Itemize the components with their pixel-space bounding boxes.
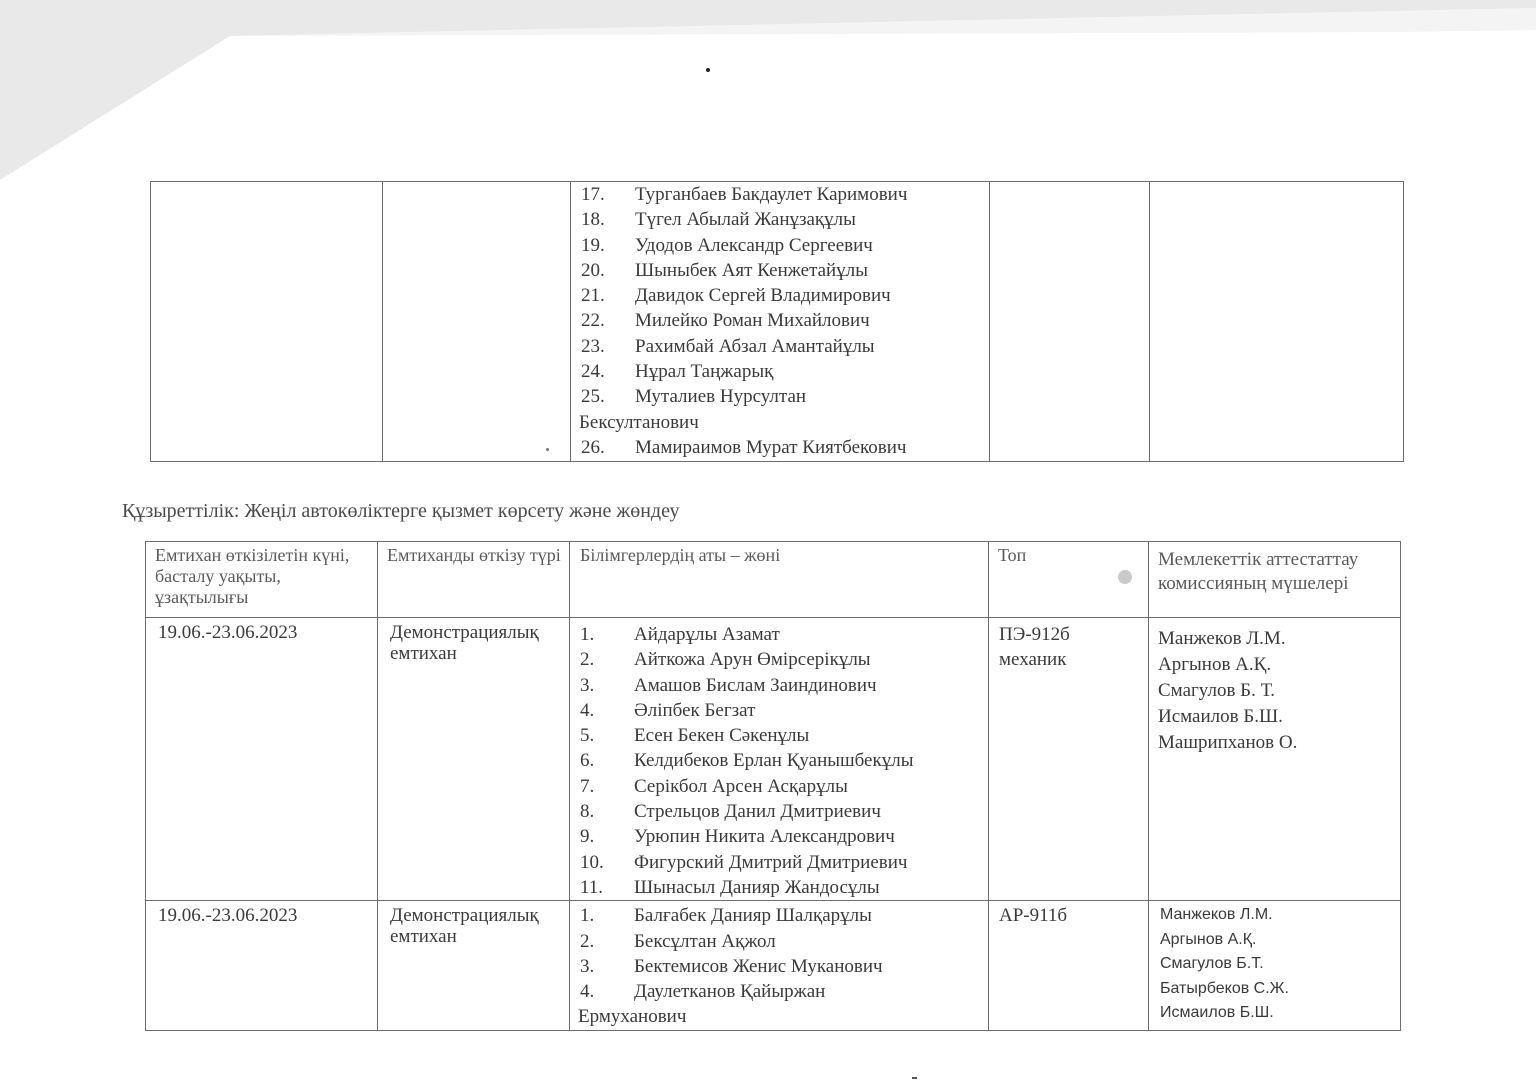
student-item — [571, 258, 989, 283]
student-name: Шыныбек Аят Кенжетайұлы — [635, 259, 868, 281]
date-cell: 19.06.-23.06.2023 — [146, 618, 378, 901]
student-name: Бектемисов Женис Муканович — [634, 955, 883, 977]
student-name: Нұрал Таңжарық — [635, 361, 774, 383]
table-row — [146, 901, 1401, 1030]
members-cell — [1149, 618, 1401, 901]
header-students: Білімгерлердің аты – жөні — [570, 542, 989, 618]
student-number: 18. — [581, 209, 605, 231]
student-item — [570, 774, 988, 799]
header-group: Топ — [989, 542, 1149, 618]
students-cell — [571, 182, 990, 462]
student-item — [570, 929, 988, 954]
student-item — [570, 748, 988, 773]
student-item — [571, 435, 989, 460]
student-item — [571, 233, 989, 258]
student-name: Шынасыл Данияр Жандосұлы — [634, 876, 880, 898]
student-item — [570, 875, 988, 900]
commission-member: Исмаилов Б.Ш. — [1160, 1004, 1274, 1022]
exam-type-cell: Демонстрациялық емтихан — [378, 901, 570, 1030]
student-item — [570, 954, 988, 979]
student-name: Серікбол Арсен Асқарұлы — [634, 775, 848, 797]
students-cell — [570, 618, 989, 901]
student-number: 19. — [581, 234, 605, 256]
student-number: 1. — [580, 905, 595, 927]
page-mark — [706, 68, 710, 72]
commission-member: Машрипханов О. — [1158, 732, 1298, 753]
student-number: 20. — [581, 259, 605, 281]
student-item — [570, 647, 988, 672]
student-name: Стрельцов Данил Дмитриевич — [634, 801, 881, 823]
student-name: Удодов Александр Сергеевич — [635, 234, 873, 256]
student-name: Есен Бекен Сәкенұлы — [634, 725, 810, 747]
student-name: Даулетканов Қайыржан — [634, 981, 826, 1003]
student-number: 10. — [580, 851, 604, 873]
student-number: 6. — [580, 750, 595, 772]
exam-schedule-table — [145, 541, 1401, 1031]
student-number: 2. — [580, 930, 595, 952]
student-number: 11. — [580, 876, 604, 898]
student-item — [570, 850, 988, 875]
student-number: 21. — [581, 285, 605, 307]
student-name: Муталиев Нурсултан — [635, 386, 807, 408]
student-item — [571, 207, 989, 232]
student-name: Келдибеков Ерлан Қуанышбекұлы — [634, 750, 914, 772]
student-item — [571, 283, 989, 308]
student-name: Турганбаев Бакдаулет Каримович — [635, 184, 908, 205]
date-cell: 19.06.-23.06.2023 — [146, 901, 378, 1030]
commission-member: Аргынов А.Қ. — [1158, 654, 1272, 675]
student-number: 3. — [580, 955, 595, 977]
student-number: 8. — [580, 801, 595, 823]
table-row — [146, 618, 1401, 901]
student-name: Бексұлтан Ақжол — [634, 930, 776, 952]
commission-member: Исмаилов Б.Ш. — [1158, 706, 1283, 727]
student-name: Әліпбек Бегзат — [634, 699, 756, 721]
student-item — [570, 824, 988, 849]
student-number: 1. — [580, 624, 595, 645]
student-list — [570, 901, 988, 1029]
commission-member: Смагулов Б. Т. — [1158, 680, 1276, 701]
student-item — [570, 622, 988, 647]
student-number: 23. — [581, 335, 605, 357]
student-number: 7. — [580, 775, 595, 797]
student-number: 4. — [580, 981, 595, 1003]
student-item — [570, 723, 988, 748]
student-name: Урюпин Никита Александрович — [634, 826, 895, 848]
student-name: Түгел Абылай Жанұзақұлы — [635, 209, 856, 231]
student-number: 22. — [581, 310, 605, 332]
student-item — [570, 799, 988, 824]
student-number: 2. — [580, 649, 595, 671]
members-cell — [1150, 182, 1404, 462]
continuation-table — [150, 181, 1404, 462]
header-row — [146, 542, 1401, 618]
student-item — [571, 308, 989, 333]
student-item — [570, 903, 988, 928]
student-name-continuation: Ермуханович — [578, 1006, 687, 1028]
student-name: Айдарұлы Азамат — [634, 624, 780, 645]
student-list — [571, 182, 989, 460]
student-name: Амашов Бислам Заиндинович — [634, 674, 877, 696]
student-name: Фигурский Дмитрий Дмитриевич — [634, 851, 908, 873]
student-item — [570, 673, 988, 698]
commission-member: Смагулов Б.Т. — [1160, 955, 1264, 973]
student-name-continuation: Бексултанович — [579, 411, 699, 433]
header-exam-type: Емтиханды өткізу түрі — [378, 542, 570, 618]
commission-members-list — [1149, 901, 1400, 1026]
student-number: 17. — [581, 184, 605, 205]
group-cell: ПЭ-912б механик — [989, 618, 1149, 901]
student-list — [570, 618, 988, 900]
student-number: 26. — [581, 436, 605, 458]
group-cell — [990, 182, 1150, 462]
student-name: Балғабек Данияр Шалқарұлы — [634, 905, 872, 927]
student-number: 24. — [581, 361, 605, 383]
student-name: Давидок Сергей Владимирович — [635, 285, 891, 307]
commission-member: Манжеков Л.М. — [1160, 906, 1273, 924]
page-mark-bottom — [912, 1077, 917, 1079]
student-name: Рахимбай Абзал Амантайұлы — [635, 335, 875, 357]
student-item — [571, 384, 989, 435]
student-item — [571, 334, 989, 359]
competency-caption: Құзыреттілік: Жеңіл автокөліктерге қызмет көрсету және жөндеу — [122, 500, 680, 522]
student-item — [570, 979, 988, 1030]
student-name: Милейко Роман Михайлович — [635, 310, 870, 332]
table-row — [151, 182, 1404, 462]
commission-members-list — [1149, 618, 1400, 756]
student-number: 9. — [580, 826, 595, 848]
date-cell — [151, 182, 383, 462]
header-date: Емтихан өткізілетін күні, басталу уақыты, ұзақтылығы — [146, 542, 378, 618]
student-number: 3. — [580, 674, 595, 696]
commission-member: Батырбеков С.Ж. — [1160, 979, 1289, 997]
student-number: 4. — [580, 699, 595, 721]
commission-member: Аргынов А.Қ. — [1160, 930, 1257, 948]
student-number: 25. — [581, 386, 605, 408]
student-name: Айткожа Арун Өмірсерікұлы — [634, 649, 871, 671]
student-item — [571, 359, 989, 384]
group-cell: АР-911б — [989, 901, 1149, 1030]
student-item — [571, 182, 989, 207]
exam-type-cell — [383, 182, 571, 462]
student-number: 5. — [580, 725, 595, 747]
commission-member: Манжеков Л.М. — [1158, 628, 1286, 649]
student-item — [570, 698, 988, 723]
student-name: Мамираимов Мурат Киятбекович — [635, 436, 907, 458]
members-cell — [1149, 901, 1401, 1030]
students-cell — [570, 901, 989, 1030]
header-members: Мемлекеттік аттестаттау комиссияның мүшелері — [1149, 542, 1401, 618]
exam-type-cell: Демонстрациялық емтихан — [378, 618, 570, 901]
